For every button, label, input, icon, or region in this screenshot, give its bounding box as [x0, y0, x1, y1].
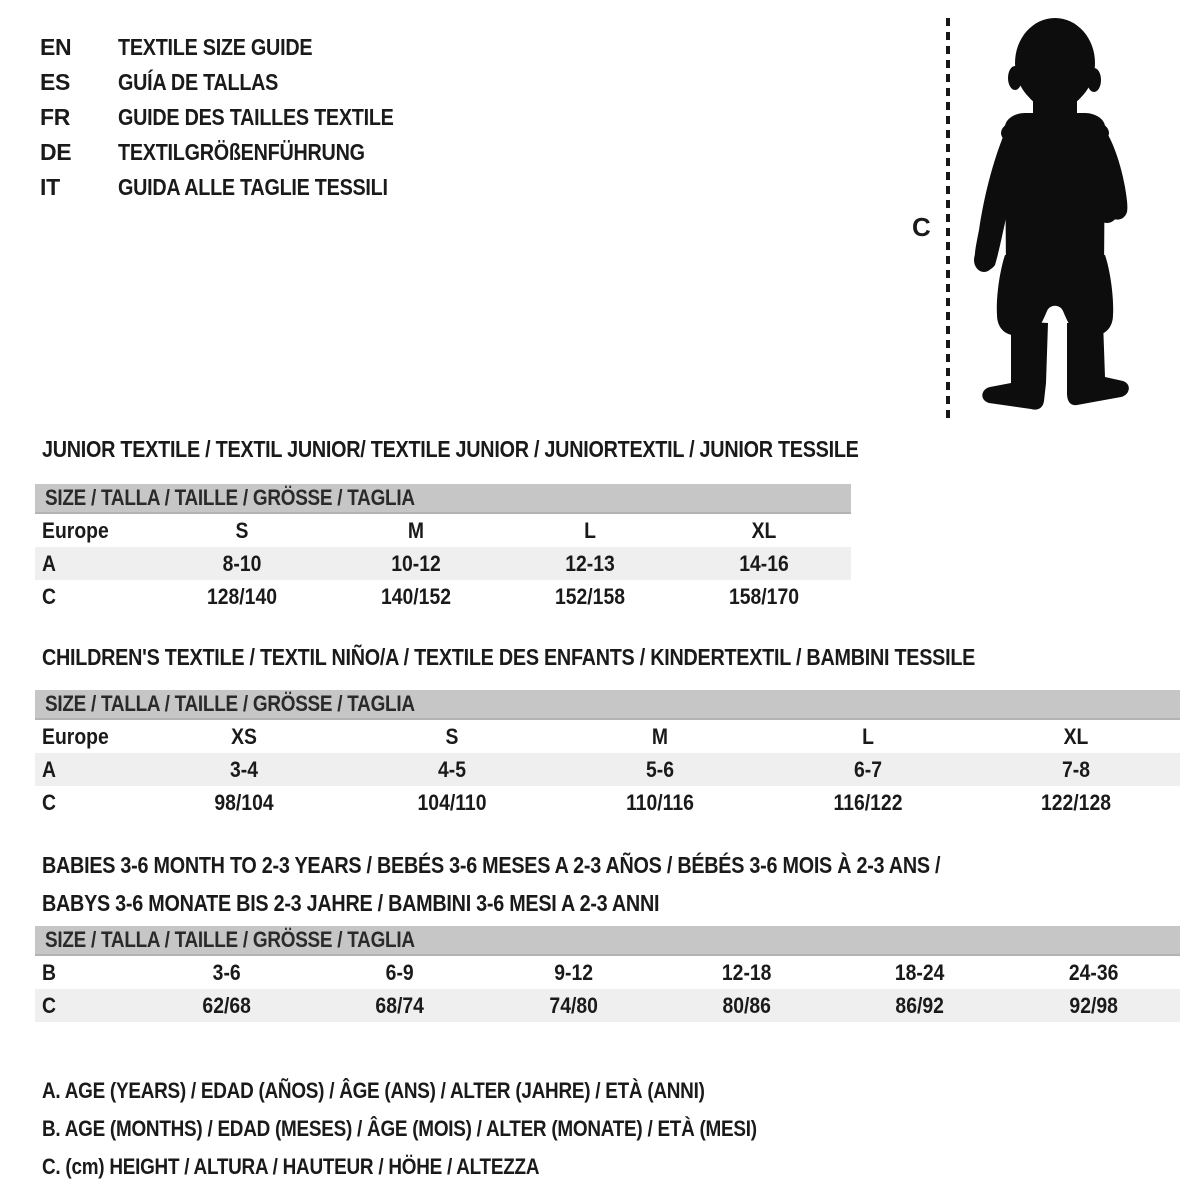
table-cell: 80/86 [722, 992, 771, 1018]
footnote-c: C. (cm) HEIGHT / ALTURA / HAUTEUR / HÖHE / ALTEZZA [42, 1154, 540, 1179]
size-header-bar [35, 926, 1180, 956]
junior-section-title: JUNIOR TEXTILE / TEXTIL JUNIOR/ TEXTILE JUNIOR / JUNIORTEXTIL / JUNIOR TESSILE [42, 436, 859, 462]
table-cell: 10-12 [391, 550, 441, 576]
table-cell: 86/92 [895, 992, 945, 1018]
table-cell: 110/116 [626, 789, 694, 815]
table-cell: 7-8 [1062, 756, 1090, 782]
language-row [40, 30, 439, 65]
table-cell: M [651, 723, 669, 749]
footnotes [42, 1072, 873, 1186]
table-cell: 104/110 [417, 789, 487, 815]
table-cell: 92/98 [1069, 992, 1118, 1018]
table-cell: XL [751, 517, 777, 543]
size-header-label: SIZE / TALLA / TAILLE / GRÖSSE / TAGLIA [45, 927, 415, 952]
size-header-label: SIZE / TALLA / TAILLE / GRÖSSE / TAGLIA [45, 691, 415, 716]
row-label: A [42, 550, 57, 576]
table-row [35, 786, 1180, 819]
table-cell: 9-12 [553, 959, 593, 985]
row-label: Europe [42, 517, 109, 543]
language-code: IT [40, 174, 60, 200]
language-code: EN [40, 34, 72, 60]
language-title-list [40, 30, 439, 205]
table-row [35, 720, 1180, 753]
footnote-a: A. AGE (YEARS) / EDAD (AÑOS) / ÂGE (ANS) / ALTER (JAHRE) / ETÀ (ANNI) [42, 1078, 705, 1103]
size-header-bar [35, 484, 851, 514]
row-label: C [42, 789, 57, 815]
guide-title: TEXTILGRÖßENFÜHRUNG [118, 139, 365, 165]
table-cell: XL [1063, 723, 1089, 749]
language-row [40, 170, 439, 205]
row-label: Europe [42, 723, 109, 749]
row-label: B [42, 959, 57, 985]
table-row [35, 989, 1180, 1022]
language-code: DE [40, 139, 72, 165]
language-row [40, 135, 439, 170]
table-cell: 12-13 [565, 550, 615, 576]
table-cell: 8-10 [222, 550, 262, 576]
table-cell: 4-5 [438, 756, 466, 782]
table-cell: 18-24 [895, 959, 945, 985]
table-cell: 140/152 [381, 583, 451, 609]
table-cell: 6-7 [854, 756, 882, 782]
table-cell: XS [231, 723, 257, 749]
babies-title-line1: BABIES 3-6 MONTH TO 2-3 YEARS / BEBÉS 3-6 MESES A 2-3 AÑOS / BÉBÉS 3-6 MOIS À 2-3 ANS / [42, 852, 941, 878]
table-row [35, 547, 851, 580]
table-cell: 98/104 [214, 789, 274, 815]
table-cell: 3-6 [212, 959, 241, 985]
babies-title-line2: BABYS 3-6 MONATE BIS 2-3 JAHRE / BAMBINI 3-6 MESI A 2-3 ANNI [42, 890, 660, 916]
language-row [40, 100, 439, 135]
footnote-b: B. AGE (MONTHS) / EDAD (MESES) / ÂGE (MOIS) / ALTER (MONATE) / ETÀ (MESI) [42, 1116, 757, 1141]
height-dashed-line [946, 18, 950, 418]
toddler-silhouette-icon [955, 15, 1155, 425]
junior-size-table [35, 484, 851, 613]
table-cell: 3-4 [230, 756, 258, 782]
language-row [40, 65, 439, 100]
guide-title: GUIDE DES TAILLES TEXTILE [118, 104, 394, 130]
guide-title: GUÍA DE TALLAS [118, 69, 279, 95]
table-cell: M [407, 517, 425, 543]
row-label: C [42, 992, 57, 1018]
table-cell: L [584, 517, 596, 543]
size-header-bar [35, 690, 1180, 720]
table-cell: 122/128 [1041, 789, 1111, 815]
height-label: C [912, 212, 931, 242]
guide-title: GUIDA ALLE TAGLIE TESSILI [118, 174, 388, 200]
children-section-title: CHILDREN'S TEXTILE / TEXTIL NIÑO/A / TEXTILE DES ENFANTS / KINDERTEXTIL / BAMBINI TESSILE [42, 644, 976, 670]
row-label: A [42, 756, 57, 782]
table-cell: 158/170 [729, 583, 799, 609]
language-code: ES [40, 69, 71, 95]
table-cell: 6-9 [386, 959, 414, 985]
language-code: FR [40, 104, 71, 130]
row-label: C [42, 583, 57, 609]
table-cell: 116/122 [833, 789, 903, 815]
table-cell: 68/74 [375, 992, 425, 1018]
table-cell: 5-6 [646, 756, 674, 782]
table-row [35, 514, 851, 547]
table-cell: 128/140 [207, 583, 277, 609]
table-cell: 74/80 [549, 992, 598, 1018]
table-cell: 14-16 [739, 550, 789, 576]
babies-size-table [35, 926, 1180, 1022]
children-size-table [35, 690, 1180, 819]
guide-title: TEXTILE SIZE GUIDE [118, 34, 313, 60]
size-header-label: SIZE / TALLA / TAILLE / GRÖSSE / TAGLIA [45, 485, 415, 510]
table-cell: 24-36 [1068, 959, 1119, 985]
table-cell: S [235, 517, 249, 543]
table-cell: 152/158 [555, 583, 625, 609]
table-cell: 12-18 [721, 959, 772, 985]
table-row [35, 956, 1180, 989]
table-cell: L [862, 723, 874, 749]
babies-section-title [42, 846, 1087, 922]
table-row [35, 580, 851, 613]
table-cell: S [445, 723, 459, 749]
table-cell: 62/68 [202, 992, 251, 1018]
table-row [35, 753, 1180, 786]
